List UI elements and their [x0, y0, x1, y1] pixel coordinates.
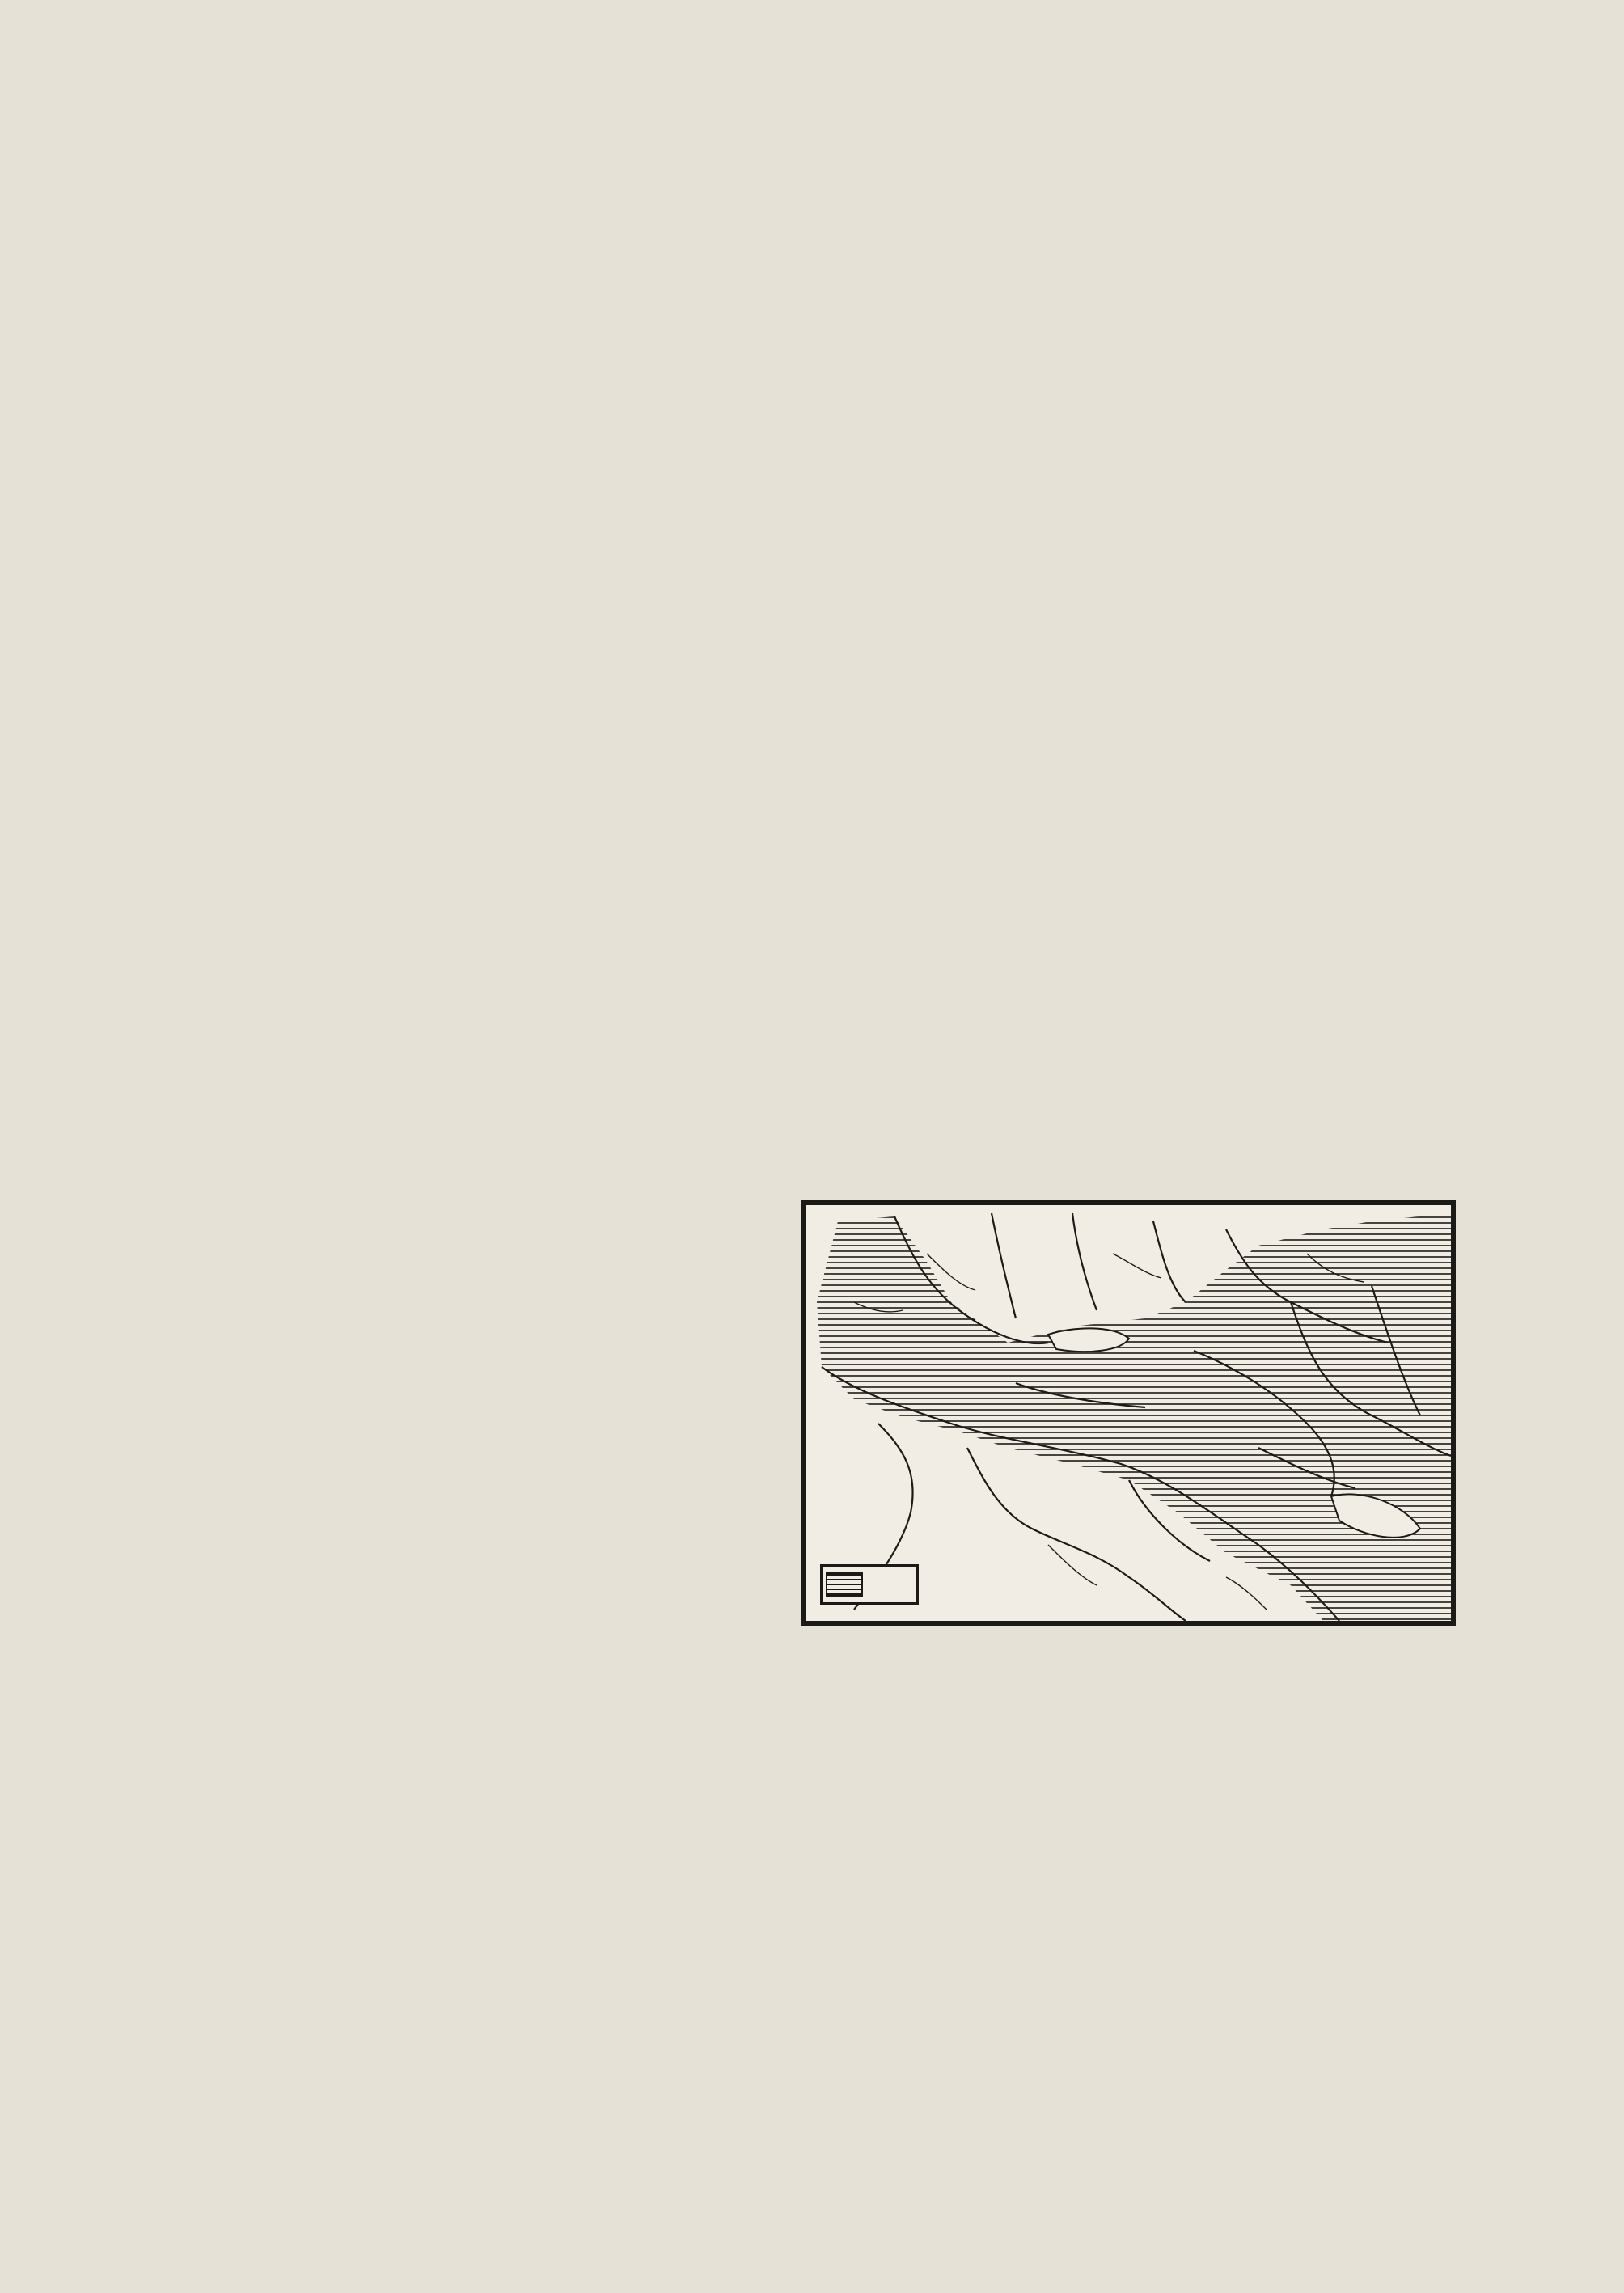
figure-169-map — [801, 1200, 1456, 1626]
sea-hatch-swatch-icon — [826, 1572, 863, 1597]
sarmatian-sea-map-icon — [806, 1205, 1451, 1621]
map-legend — [820, 1564, 919, 1605]
